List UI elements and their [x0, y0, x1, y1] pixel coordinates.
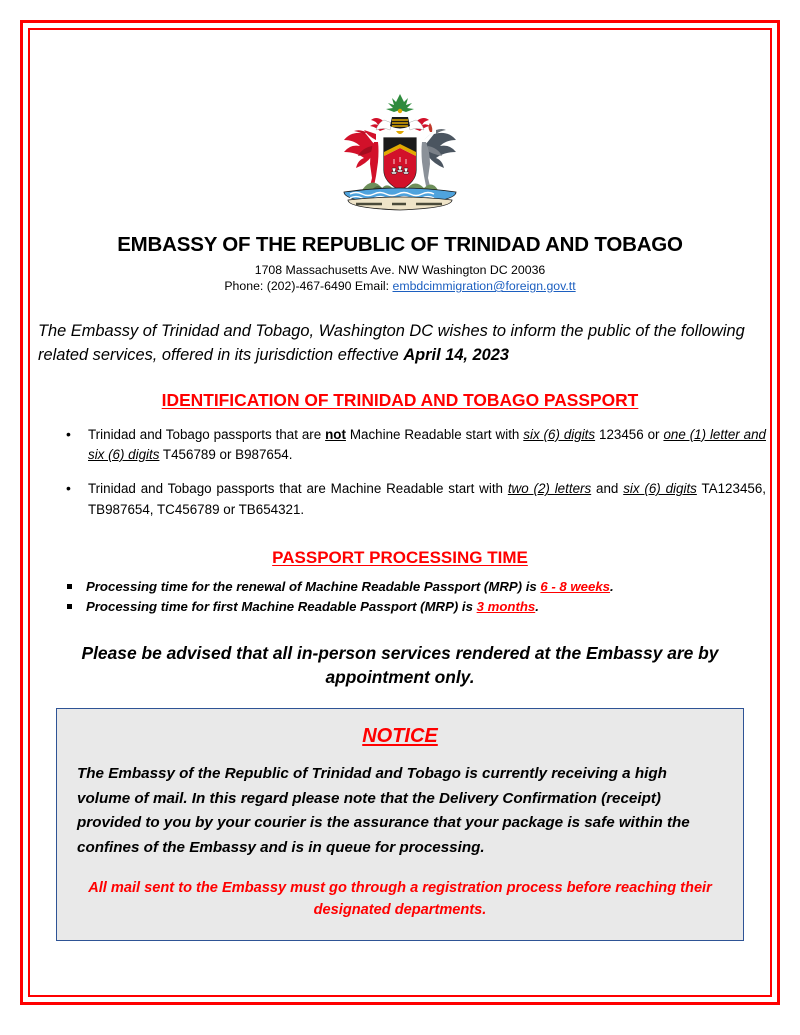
processing1-suffix: . [610, 579, 614, 595]
intro-text: The Embassy of Trinidad and Tobago, Washington DC wishes to inform the public of the following related services, offered in its jurisdiction effective [38, 322, 745, 365]
bullet1-six-digits: six (6) digits [523, 426, 596, 442]
list-item [34, 598, 766, 617]
identification-heading: IDENTIFICATION OF TRINIDAD AND TOBAGO PASSPORT [161, 389, 639, 410]
list-item [34, 425, 766, 466]
bullet2-six-digits: six (6) digits [623, 481, 697, 497]
bullet1-number2: T456789 or B987654. [162, 446, 293, 462]
bullet2-seg2: and [591, 481, 624, 497]
processing1-text: Processing time for the renewal of Machine Readable Passport (MRP) is [86, 579, 541, 595]
bullet2-numbers: TA123456, TB987654, TC456789 or TB654321. [88, 481, 767, 517]
processing1-duration: 6 - 8 weeks [540, 579, 611, 595]
intro-paragraph [34, 319, 766, 368]
bullet1-seg1: Trinidad and Tobago passports that are [88, 426, 326, 442]
embassy-address: 1708 Massachusetts Ave. NW Washington DC 20036 [254, 263, 546, 277]
identification-bullet-list [34, 425, 766, 521]
coat-of-arms-icon [326, 90, 474, 212]
phone-label: Phone: (202)-467-6490 Email: [224, 279, 393, 293]
bullet1-one-letter: one (1) letter and six (6) digits [88, 426, 766, 462]
bullet1-seg4: or [643, 426, 664, 442]
processing2-suffix: . [535, 598, 539, 614]
processing2-text: Processing time for first Machine Readable Passport (MRP) is [86, 598, 477, 614]
email-link[interactable]: embdcimmigration@foreign.gov.tt [392, 279, 576, 293]
document-content [34, 34, 766, 991]
coat-of-arms-crest [34, 34, 766, 217]
embassy-contact [34, 279, 766, 293]
bullet1-not: not [325, 426, 346, 442]
processing2-duration: 3 months [476, 598, 536, 614]
processing-bullet-list [34, 578, 766, 616]
embassy-title: EMBASSY OF THE REPUBLIC OF TRINIDAD AND TOBAGO [117, 233, 683, 256]
list-item [34, 479, 766, 520]
bullet2-seg1: Trinidad and Tobago passports that are Machine Readable start with [88, 481, 508, 497]
effective-date: April 14, 2023 [403, 346, 510, 365]
bullet1-number1: 123456 [599, 426, 644, 442]
appointment-notice: Please be advised that all in-person services rendered at the Embassy are by appointment only. [81, 642, 719, 688]
notice-box [56, 708, 744, 941]
bullet2-two-letters: two (2) letters [507, 481, 592, 497]
processing-heading: PASSPORT PROCESSING TIME [272, 548, 528, 568]
notice-red-text: All mail sent to the Embassy must go through a registration process before reaching their designated departments. [88, 880, 712, 919]
notice-body: The Embassy of the Republic of Trinidad and Tobago is currently receiving a high volume of mail. In this regard please note that the Delivery Confirmation (receipt) provided to you by your courier is the assurance that your package is safe within the confines of the Embassy and is in queue for processing. [77, 764, 690, 856]
bullet1-seg2: Machine Readable start with [345, 426, 524, 442]
list-item [34, 578, 766, 597]
notice-title: NOTICE [362, 724, 438, 747]
